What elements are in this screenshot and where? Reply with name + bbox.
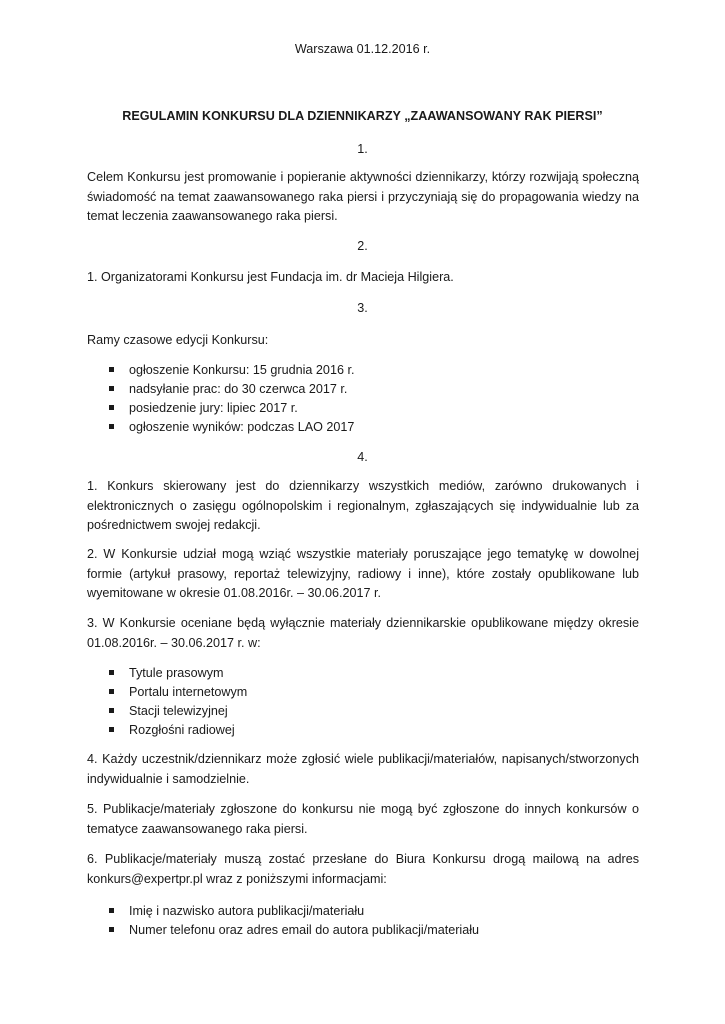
bullet-square-icon [109, 927, 114, 932]
bullet-square-icon [109, 424, 114, 429]
section-4-number: 4. [357, 450, 368, 464]
list-item-text: ogłoszenie wyników: podczas LAO 2017 [129, 420, 355, 434]
list-item-text: Numer telefonu oraz adres email do autora publikacji/materiału [129, 923, 480, 937]
list-item-text: Imię i nazwisko autora publikacji/materiału [129, 904, 365, 918]
list-item [87, 418, 354, 437]
bullet-square-icon [109, 727, 114, 732]
section-3-intro: Ramy czasowe edycji Konkursu: [87, 333, 269, 347]
list-item-text: Rozgłośni radiowej [129, 723, 235, 737]
list-item [87, 902, 479, 921]
list-item-text: ogłoszenie Konkursu: 15 grudnia 2016 r. [129, 363, 355, 377]
list-item [87, 702, 247, 721]
list-item [87, 721, 247, 740]
bullet-square-icon [109, 367, 114, 372]
section-4-paragraph-3: 3. W Konkursie oceniane będą wyłącznie materiały dziennikarskie opublikowane między okresie 01.08.2016r. – 30.06.2017 r. w: [87, 616, 639, 650]
list-item [87, 921, 479, 940]
list-item [87, 361, 354, 380]
section-1-paragraph: Celem Konkursu jest promowanie i popieranie aktywności dziennikarzy, którzy rozwijają społeczną świadomość na temat zaawansowanego raka piersi i przyczyniają się do propagowania wiedzy na temat leczenia zaawansowanego raka piersi. [87, 170, 639, 223]
bullet-square-icon [109, 689, 114, 694]
bullet-square-icon [109, 708, 114, 713]
list-item [87, 664, 247, 683]
list-item-text: Portalu internetowym [129, 685, 248, 699]
media-list [87, 664, 247, 740]
bullet-square-icon [109, 386, 114, 391]
info-list [87, 902, 479, 940]
section-4-paragraph-2: 2. W Konkursie udział mogą wziąć wszystkie materiały poruszające jego tematykę w dowolnej formie (artykuł prasowy, reportaż telewizyjny, radiowy i inne), które zostały opublikowane lub wyemitowane w okresie 01.08.2016r. – 30.06.2017 r. [87, 547, 639, 600]
document-date: Warszawa 01.12.2016 r. [294, 42, 431, 56]
bullet-square-icon [109, 405, 114, 410]
list-item-text: nadsyłanie prac: do 30 czerwca 2017 r. [129, 382, 348, 396]
section-4-paragraph-1: 1. Konkurs skierowany jest do dziennikarzy wszystkich mediów, zarówno drukowanych i elektronicznych o zasięgu ogólnopolskim i regionalnym, zgłaszających się indywidualnie lub za pośrednictwem swojej redakcji. [87, 479, 639, 532]
list-item [87, 683, 247, 702]
bullet-square-icon [109, 908, 114, 913]
bullet-square-icon [109, 670, 114, 675]
list-item-text: Stacji telewizyjnej [129, 704, 228, 718]
section-1-number: 1. [357, 142, 368, 156]
timeline-list [87, 361, 354, 437]
section-2-number: 2. [357, 239, 368, 253]
list-item-text: Tytule prasowym [129, 666, 224, 680]
section-4-paragraph-5: 5. Publikacje/materiały zgłoszone do konkursu nie mogą być zgłoszone do innych konkursów o tematyce zaawansowanego raka piersi. [87, 802, 639, 836]
list-item-text: posiedzenie jury: lipiec 2017 r. [129, 401, 298, 415]
section-4-paragraph-4: 4. Każdy uczestnik/dziennikarz może zgłosić wiele publikacji/materiałów, napisanych/stworzonych indywidualnie i samodzielnie. [87, 752, 639, 786]
list-item [87, 399, 354, 418]
section-4-paragraph-6: 6. Publikacje/materiały muszą zostać przesłane do Biura Konkursu drogą mailową na adres konkurs@expertpr.pl wraz z poniższymi informacjami: [87, 852, 639, 886]
section-2-paragraph: 1. Organizatorami Konkursu jest Fundacja im. dr Macieja Hilgiera. [87, 270, 454, 284]
section-3-number: 3. [357, 301, 368, 315]
list-item [87, 380, 354, 399]
document-title: REGULAMIN KONKURSU DLA DZIENNIKARZY „ZAAWANSOWANY RAK PIERSI” [122, 109, 603, 123]
